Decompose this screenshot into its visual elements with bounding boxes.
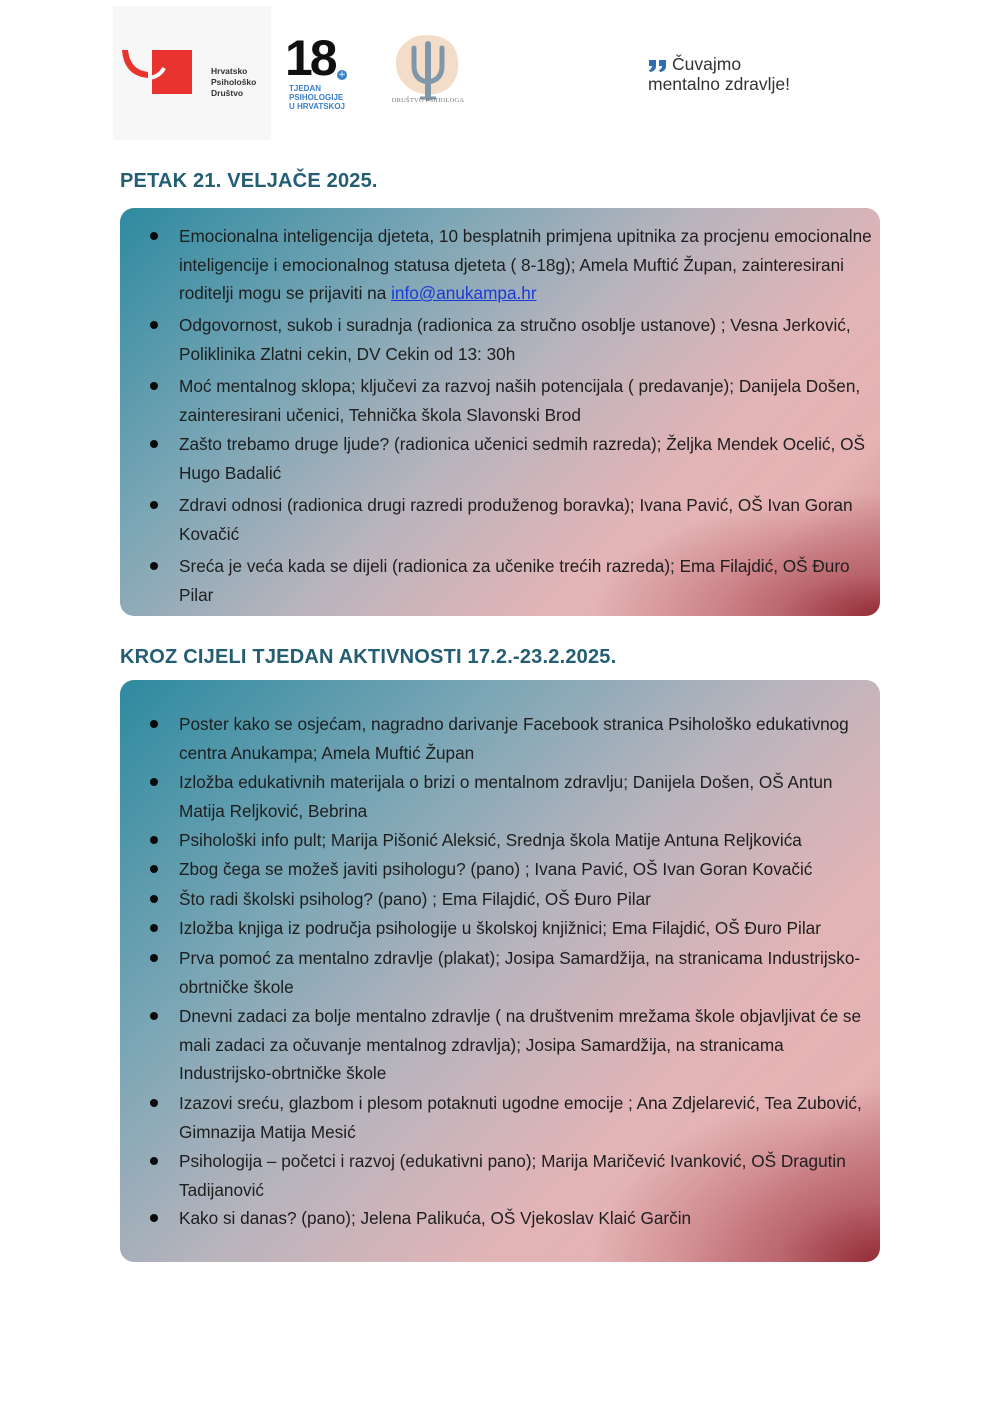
hpd-psi-logo-icon	[120, 46, 196, 98]
list-item	[120, 372, 880, 429]
list-item-text-part: Emocionalna inteligencija djeteta, 10 besplatnih primjena upitnika za procjenu emocionalne inteligencije i emocionalnog statusa djeteta ( 8-18g); Amela Muftić Župan, zainteresirani roditelji mogu se prijaviti na	[179, 226, 872, 303]
list-item-text: Poster kako se osjećam, nagradno darivanje Facebook stranica Psihološko edukativnog centra Anukampa; Amela Muftić Župan	[179, 714, 849, 763]
slogan-line-1: Čuvajmo	[672, 54, 742, 74]
list-item-text: Zbog čega se možeš javiti psihologu? (pano) ; Ivana Pavić, OŠ Ivan Goran Kovačić	[179, 859, 813, 879]
list-item-text: Dnevni zadaci za bolje mentalno zdravlje ( na društvenim mrežama škole objavljivat će se mali zadaci za očuvanje mentalnog zdravlja); Josipa Samardžija, na stranicama Industrijsko-obrtničke škole	[179, 1006, 862, 1083]
slogan	[648, 54, 790, 94]
list-item-text: Prva pomoć za mentalno zdravlje (plakat); Josipa Samardžija, na stranicama Industrijsko-obrtničke škole	[179, 948, 861, 997]
list-item	[120, 430, 880, 487]
list-item	[120, 944, 880, 1001]
bullet-icon	[150, 778, 158, 786]
bullet-icon	[150, 1012, 158, 1020]
bullet-icon	[150, 924, 158, 932]
list-item	[120, 710, 880, 767]
bullet-icon	[150, 321, 158, 329]
tjedan-psihologije-logo	[285, 32, 347, 118]
tp-line-1: TJEDAN	[289, 84, 322, 93]
hpd-org-name	[211, 66, 256, 99]
bullet-icon	[150, 1157, 158, 1165]
section2-box	[120, 680, 880, 1262]
list-item	[120, 552, 880, 609]
list-item	[120, 1147, 880, 1204]
list-item-text: Psihološki info pult; Marija Pišonić Aleksić, Srednja škola Matije Antuna Reljkovića	[179, 830, 802, 850]
section1-box	[120, 208, 880, 616]
tp-line-3: U HRVATSKOJ	[289, 102, 346, 111]
section1-title: PETAK 21. VELJAČE 2025.	[120, 170, 378, 192]
section2-title: KROZ CIJELI TJEDAN AKTIVNOSTI 17.2.-23.2.2025.	[120, 646, 617, 668]
tp-number: 18	[285, 30, 335, 86]
bullet-icon	[150, 1099, 158, 1107]
list-item-text: Sreća je veća kada se dijeli (radionica za učenike trećih razreda); Ema Filajdić, OŠ Đuro Pilar	[179, 556, 850, 605]
list-item	[120, 491, 880, 548]
list-item-text: Izložba knjiga iz područja psihologije u školskoj knjižnici; Ema Filajdić, OŠ Đuro Pilar	[179, 918, 821, 938]
list-item	[120, 1089, 880, 1146]
hpd-line-3: Društvo	[211, 88, 244, 98]
list-item	[120, 1204, 880, 1233]
list-item	[120, 914, 880, 943]
bullet-icon	[150, 562, 158, 570]
bullet-icon	[150, 865, 158, 873]
bullet-icon	[150, 1214, 158, 1222]
bullet-icon	[150, 501, 158, 509]
list-item-text: Moć mentalnog sklopa; ključevi za razvoj naših potencijala ( predavanje); Danijela Došen, zainteresirani učenici, Tehnička škola Slavonski Brod	[179, 376, 861, 425]
list-item-text: Psihologija – početci i razvoj (edukativni pano); Marija Maričević Ivanković, OŠ Dragutin Tadijanović	[179, 1151, 846, 1200]
list-item	[120, 855, 880, 884]
list-item-text: Izložba edukativnih materijala o brizi o mentalnom zdravlju; Danijela Došen, OŠ Antun Matija Reljković, Bebrina	[179, 772, 833, 821]
list-item-text: Zdravi odnosi (radionica drugi razredi produženog boravka); Ivana Pavić, OŠ Ivan Goran Kovačić	[179, 495, 853, 544]
header-logos	[0, 0, 1000, 150]
bullet-icon	[150, 954, 158, 962]
hpd-line-1: Hrvatsko	[211, 66, 248, 76]
bullet-icon	[150, 720, 158, 728]
tp-caption	[289, 84, 345, 111]
email-link[interactable]: info@anukampa.hr	[391, 283, 537, 303]
list-item-text: Odgovornost, sukob i suradnja (radionica za stručno osoblje ustanove) ; Vesna Jerković, Poliklinika Zlatni cekin, DV Cekin od 13: 30h	[179, 315, 851, 364]
list-item	[120, 1002, 880, 1088]
bullet-icon	[150, 836, 158, 844]
list-item	[120, 768, 880, 825]
list-item-text: Kako si danas? (pano); Jelena Palikuća, OŠ Vjekoslav Klaić Garčin	[179, 1208, 692, 1228]
list-item	[120, 222, 880, 308]
list-item-text	[179, 222, 876, 308]
bullet-icon	[150, 382, 158, 390]
bullet-icon	[150, 895, 158, 903]
hpd-line-2: Psihološko	[211, 77, 257, 87]
list-item	[120, 826, 880, 855]
list-item-text: Što radi školski psiholog? (pano) ; Ema Filajdić, OŠ Đuro Pilar	[179, 889, 651, 909]
tp-plus-icon: +	[338, 70, 346, 80]
tp-line-2: PSIHOLOGIJE	[289, 93, 344, 102]
bullet-icon	[150, 440, 158, 448]
bullet-icon	[150, 232, 158, 240]
dp-org-name: DRUŠTVO PSIHOLOGA	[391, 97, 465, 104]
list-item-text: Izazovi sreću, glazbom i plesom potaknuti ugodne emocije ; Ana Zdjelarević, Tea Zubović, Gimnazija Matija Mesić	[179, 1093, 862, 1142]
list-item	[120, 885, 880, 914]
list-item-text: Zašto trebamo druge ljude? (radionica učenici sedmih razreda); Željka Mendek Ocelić, OŠ Hugo Badalić	[179, 434, 865, 483]
list-item	[120, 311, 880, 368]
slogan-line-2: mentalno zdravlje!	[648, 74, 791, 94]
